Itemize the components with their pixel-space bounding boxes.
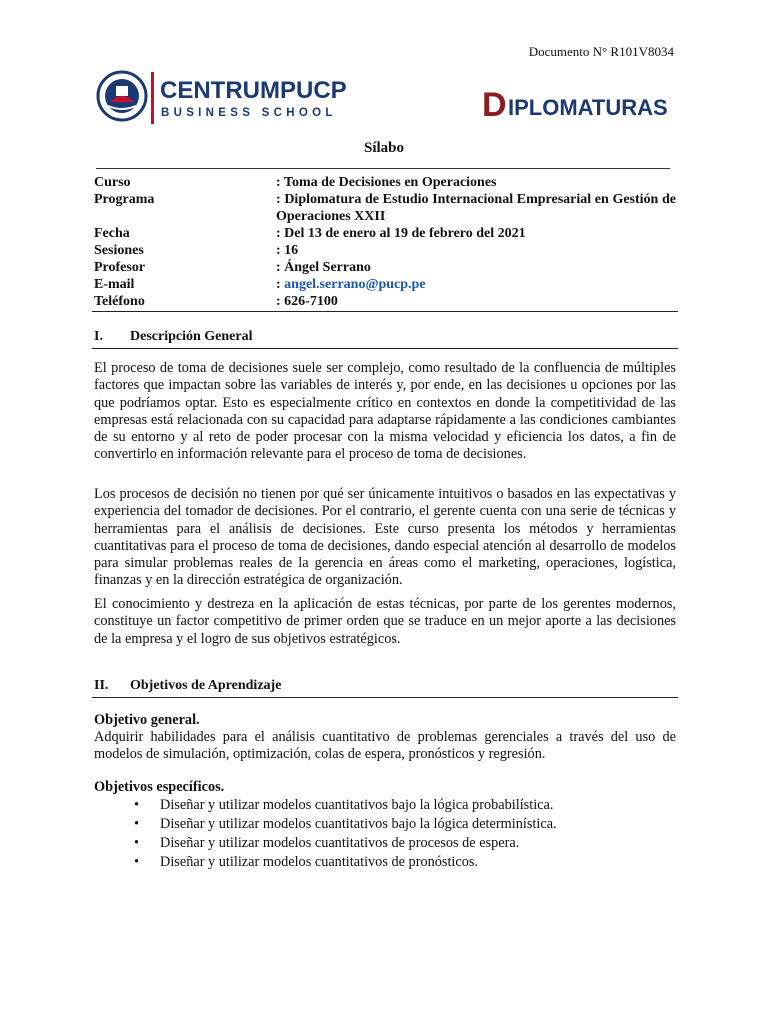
page-title: Sílabo: [363, 140, 405, 156]
info-row-programa: [94, 191, 676, 225]
list-item: • Diseñar y utilizar modelos cuantitativos de pronósticos.: [140, 853, 557, 872]
info-value: : Toma de Decisiones en Operaciones: [276, 175, 497, 190]
description-paragraph: El conocimiento y destreza en la aplicación de estas técnicas, por parte de los gerentes modernos, constituye un factor competitivo de primer orden que se traduce en un mejor aporte a las decisiones de la empresa y el logro de sus objetivos estratégicos.: [94, 596, 676, 647]
info-label: Programa: [94, 192, 155, 207]
description-paragraph: El proceso de toma de decisiones suele ser complejo, como resultado de la confluencia de múltiples factores que impactan sobre las variables de interés y, por ende, en las decisiones u opciones por las que podríamos optar. Esto es especialmente crítico en contextos en donde la competitividad de las empresas está relacionada con su capacidad para adaptarse rápidamente a las condiciones cambiantes de su entorno y al reto de poder procesar con la misma velocidad y eficiencia los datos, a fin de convertirlo en información relevante para el proceso de toma de decisiones.: [94, 360, 676, 463]
logo-initial: D: [482, 86, 507, 124]
info-value: : Ángel Serrano: [276, 260, 371, 275]
logo-subtitle-text: BUSINESS SCHOOL: [161, 107, 337, 119]
info-label: Teléfono: [94, 294, 145, 309]
info-row-sesiones: [94, 242, 676, 259]
title-underline: [96, 168, 670, 169]
centrum-pucp-logo: [96, 68, 356, 128]
info-label: Profesor: [94, 260, 146, 275]
list-item: • Diseñar y utilizar modelos cuantitativos bajo la lógica probabilística.: [140, 796, 557, 815]
info-row-curso: [94, 174, 676, 191]
general-objective-text: Adquirir habilidades para el análisis cuantitativo de problemas gerenciales a través del uso de modelos de simulación, optimización, colas de espera, pronósticos y regresión.: [94, 729, 676, 763]
info-value: : Del 13 de enero al 19 de febrero del 2021: [276, 226, 526, 241]
section-title: Objetivos de Aprendizaje: [130, 678, 282, 693]
pucp-seal-icon: [98, 72, 146, 120]
course-info-table: [94, 174, 676, 310]
section-number: I.: [94, 329, 103, 344]
list-item: • Diseñar y utilizar modelos cuantitativos bajo la lógica determinística.: [140, 815, 557, 834]
document-number: Documento N° R101V8034: [528, 44, 674, 59]
section-number: II.: [94, 678, 109, 693]
general-objective-title: Objetivo general.: [94, 712, 200, 728]
list-item: • Diseñar y utilizar modelos cuantitativos de procesos de espera.: [140, 834, 557, 853]
info-value: : 16: [276, 243, 299, 258]
info-value: [276, 276, 676, 293]
section-divider: [92, 697, 678, 698]
logo-word: IPLOMATURAS: [508, 95, 668, 120]
info-label: Curso: [94, 175, 131, 190]
description-paragraph: Los procesos de decisión no tienen por qué ser únicamente intuitivos o basados en las expectativas y experiencia del tomador de decisiones. Por el contrario, el gerente cuenta con una serie de técnicas y herramientas para el análisis de decisiones. Este curso presenta los métodos y herramientas cuantitativas para el proceso de toma de decisiones, dando especial atención al desarrollo de modelos para simular problemas reales de la gerencia en áreas como el marketing, operaciones, logística, finanzas y en la dirección estratégica de organización.: [94, 486, 676, 589]
section-heading-descripcion: [94, 329, 678, 345]
info-label: E-mail: [94, 277, 135, 292]
info-value: : 626-7100: [276, 294, 338, 309]
email-colon: :: [276, 277, 285, 292]
info-value: : Diplomatura de Estudio Internacional Empresarial en Gestión de Operaciones XXII: [276, 192, 676, 224]
specific-objectives-title: Objetivos específicos.: [94, 779, 225, 795]
info-label: Fecha: [94, 226, 130, 241]
info-row-fecha: [94, 225, 676, 242]
info-row-email: [94, 276, 676, 293]
email-link[interactable]: angel.serrano@pucp.pe: [284, 277, 426, 292]
logo-brand-text: CENTRUMPUCP: [160, 77, 347, 104]
info-row-profesor: [94, 259, 676, 276]
section-heading-objetivos: [94, 678, 678, 694]
info-divider: [92, 311, 678, 312]
section-title: Descripción General: [130, 329, 253, 344]
diplomaturas-logo: [480, 84, 680, 124]
section-divider: [92, 348, 678, 349]
info-row-telefono: [94, 293, 676, 310]
specific-objectives-list: [140, 796, 557, 872]
info-label: Sesiones: [94, 243, 144, 258]
